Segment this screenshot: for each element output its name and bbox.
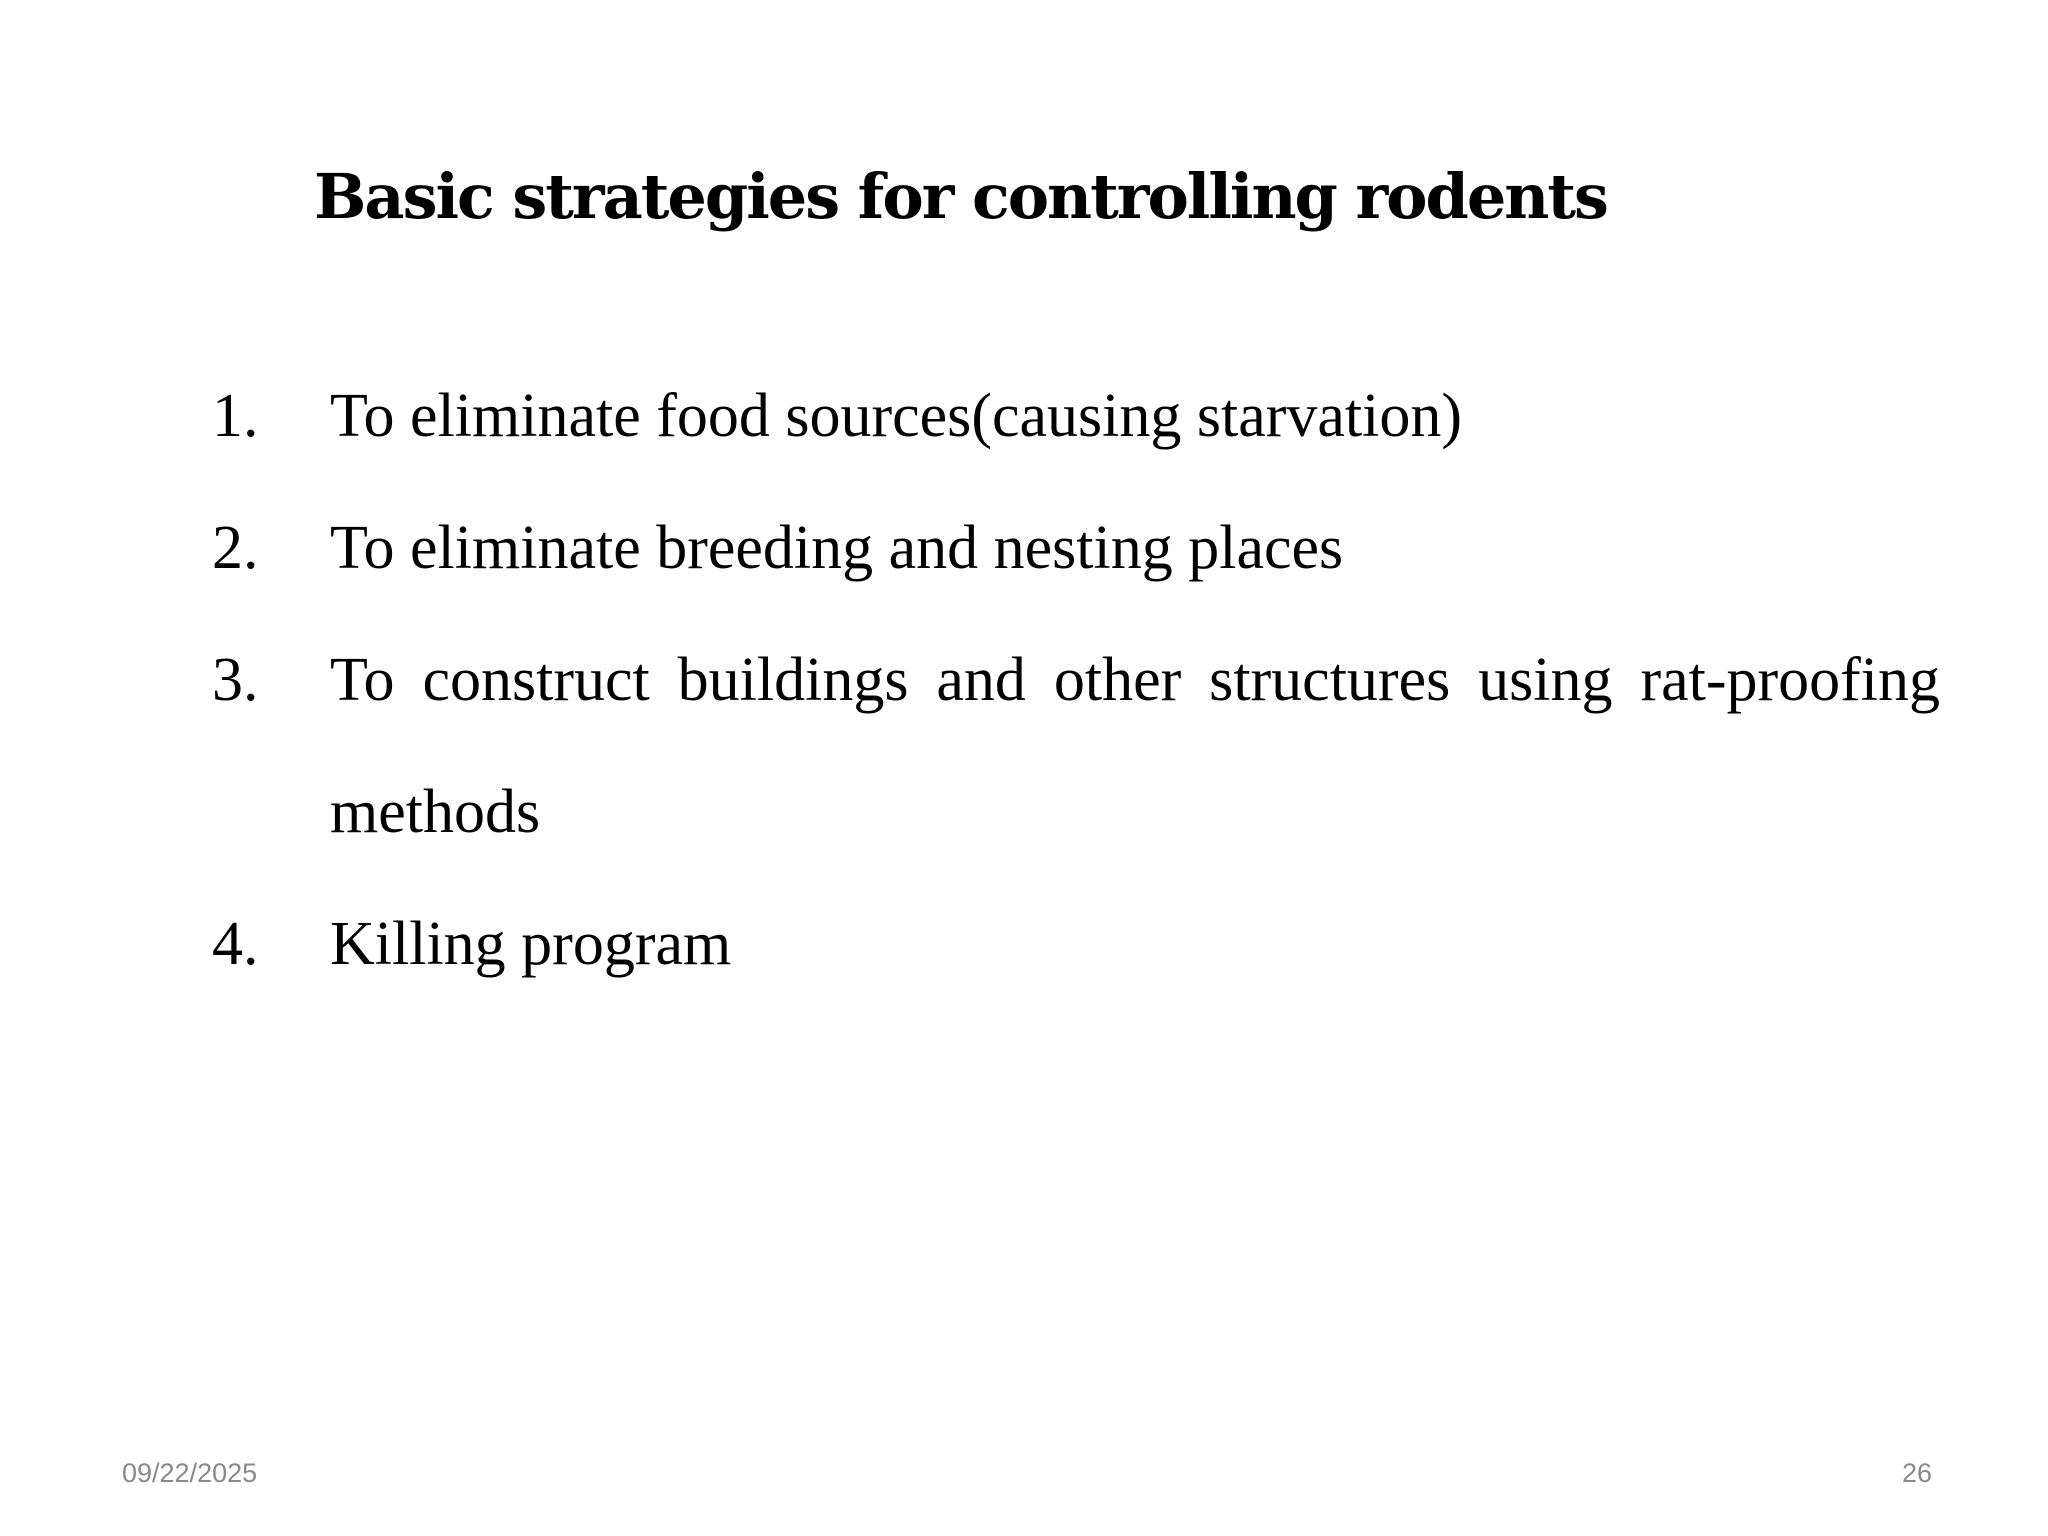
list-item-number: 3.	[212, 646, 259, 714]
list-item	[212, 878, 1940, 1010]
list-item-text: To construct buildings and other structures using rat-proofing methods	[330, 646, 1940, 846]
footer-page-number: 26	[1901, 1458, 1932, 1488]
footer-date: 09/22/2025	[122, 1458, 258, 1488]
list-item-number: 1.	[212, 382, 259, 450]
list-item-text: To eliminate breeding and nesting places	[330, 514, 1344, 582]
list-item	[212, 482, 1940, 614]
list-item	[212, 614, 1940, 878]
list-item-number: 4.	[212, 910, 259, 978]
list-item	[212, 350, 1940, 482]
list-item-text: To eliminate food sources(causing starvation)	[330, 382, 1462, 450]
strategy-list	[212, 350, 1940, 1010]
list-item-text: Killing program	[330, 910, 732, 978]
slide-title: Basic strategies for controlling rodents	[314, 160, 1607, 233]
list-item-number: 2.	[212, 514, 259, 582]
